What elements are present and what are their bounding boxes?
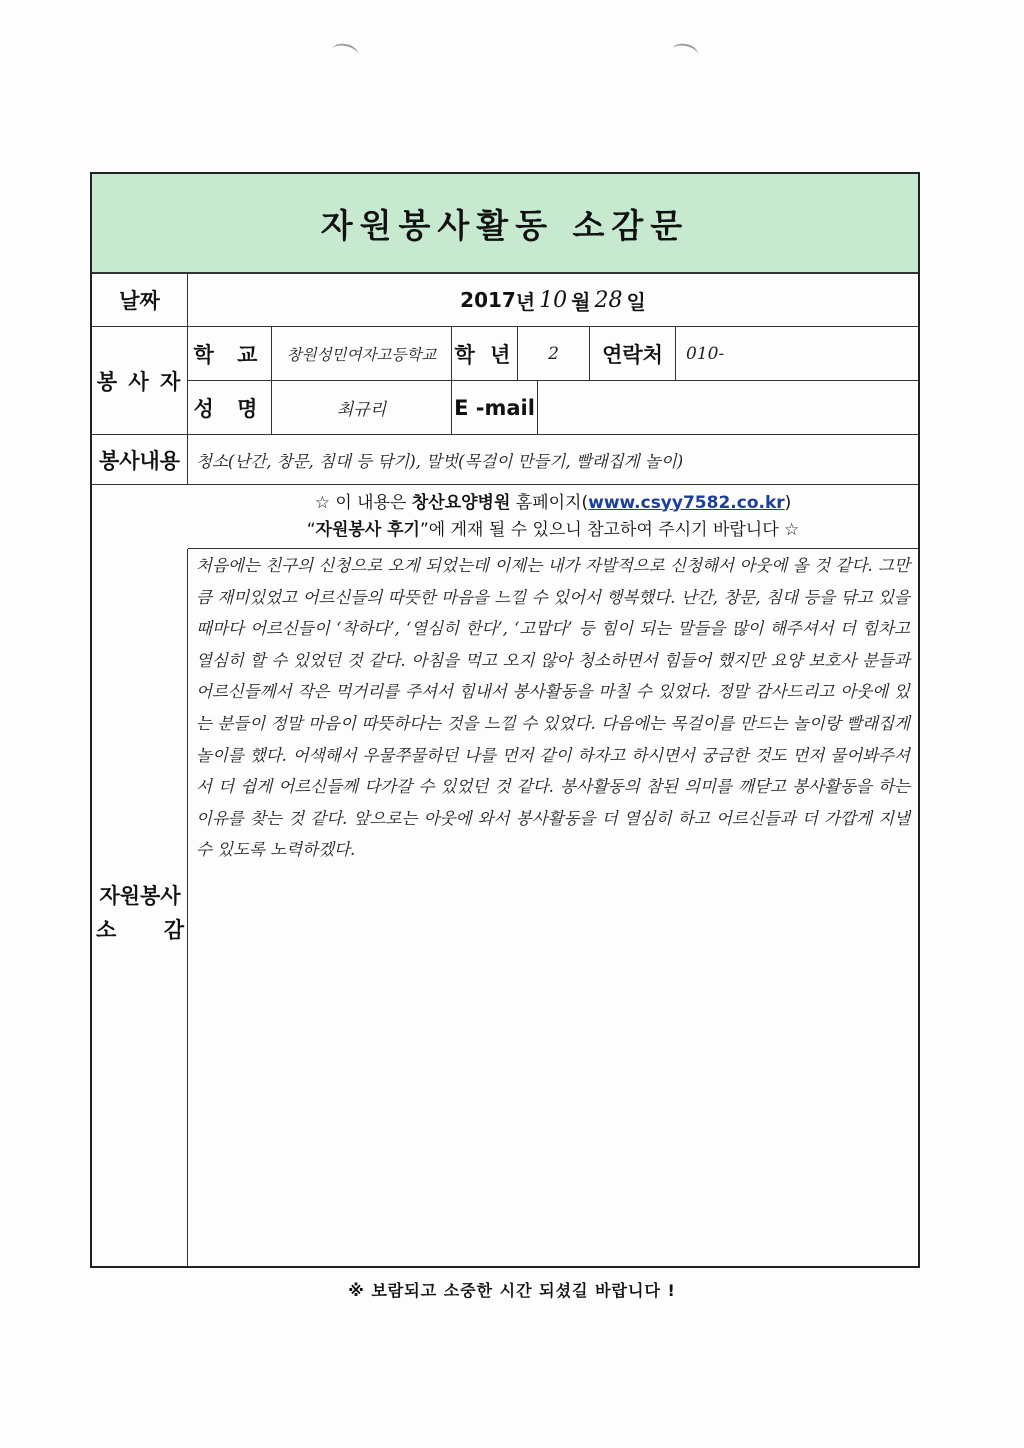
volunteer-review-form xyxy=(90,172,920,1268)
notice-prefix: ☆ 이 내용은 xyxy=(314,492,412,513)
form-title: 자원봉사활동 소감문 xyxy=(320,205,690,245)
email-value xyxy=(538,381,918,435)
date-month: 10 xyxy=(539,287,568,313)
content-value: 청소(난간, 창문, 침대 등 닦기), 말벗(목걸이 만들기, 빨래집게 놀이) xyxy=(188,435,918,485)
review-label-cell xyxy=(92,549,188,1266)
volunteer-label: 봉 사 자 xyxy=(92,327,188,435)
grade-value: 2 xyxy=(518,327,590,381)
contact-value: 010- xyxy=(676,327,918,381)
name-label: 성 명 xyxy=(188,381,272,435)
notice-line-2 xyxy=(307,517,800,544)
review-label-line-2: 소 감 xyxy=(96,918,184,942)
homepage-link[interactable]: www.csyy7582.co.kr xyxy=(588,492,785,513)
date-day-suffix: 일 xyxy=(626,289,646,314)
notice-line2-suffix: ”에 게재 될 수 있으니 참고하여 주시기 바랍니다 ☆ xyxy=(419,519,800,540)
school-label: 학 교 xyxy=(188,327,272,381)
contact-label: 연락처 xyxy=(590,327,676,381)
notice-quote-open: “ xyxy=(306,519,316,540)
notice-mid: 홈페이지( xyxy=(510,492,589,513)
notice-suffix: ) xyxy=(784,492,792,513)
date-month-suffix: 월 xyxy=(571,289,591,314)
date-label: 날짜 xyxy=(92,274,188,327)
review-board-name: 자원봉사 후기 xyxy=(315,519,420,540)
review-label-line-1: 자원봉사 xyxy=(99,884,181,908)
content-label: 봉사내용 xyxy=(92,435,188,485)
footer-message: ※ 보람되고 소중한 시간 되셨길 바랍니다 ! xyxy=(348,1281,676,1300)
email-label: E -mail xyxy=(452,381,538,435)
notice-line-1 xyxy=(307,490,800,517)
date-value xyxy=(188,274,918,327)
review-text: 처음에는 친구의 신청으로 오게 되었는데 이제는 내가 자발적으로 신청해서 아웃에 올 것 같다. 그만큼 재미있었고 어르신들의 따뜻한 마음을 느낄 수 있어서 행복했다. 난간, 창문, 침대 등을 닦고 있을 때마다 어르신들이 ‘착하다’, ‘열심히 한다’, ‘고맙다’ 등 힘이 되는 말들을 많이 해주셔서 더 힘차고 열심히 할 수 있었던 것 같다. 아침을 먹고 오지 않아 청소하면서 힘들어 했지만 요양 보호사 분들과 어르신들께서 작은 먹거리를 주셔서 힘내서 봉사활동을 마칠 수 있었다. 정말 감사드리고 아웃에 있는 분들이 정말 마음이 따뜻하다는 것을 느낄 수 있었다. 다음에는 목걸이를 만드는 놀이랑 빨래집게 놀이를 했다. 어색해서 우물쭈물하던 나를 먼저 같이 하자고 하시면서 궁금한 것도 먼저 물어봐주셔서 더 쉽게 어르신들께 다가갈 수 있었던 것 같다. 봉사활동의 참된 의미를 깨닫고 봉사활동을 하는 이유를 찾는 것 같다. 앞으로는 아웃에 와서 봉사활동을 더 열심히 하고 어르신들과 더 가깝게 지낼 수 있도록 노력하겠다. xyxy=(196,556,910,860)
date-year-suffix: 년 xyxy=(515,289,536,314)
name-value: 최규리 xyxy=(272,381,452,435)
grade-label: 학 년 xyxy=(452,327,518,381)
notice-text xyxy=(307,490,800,544)
hospital-name: 창산요양병원 xyxy=(411,492,511,513)
form-title-bar xyxy=(92,174,918,274)
date-day: 28 xyxy=(594,287,623,313)
review-label xyxy=(92,879,188,947)
notice-box xyxy=(188,485,918,549)
punch-hole-right xyxy=(671,41,700,62)
school-value: 창원성민여자고등학교 xyxy=(272,327,452,381)
date-year: 2017 xyxy=(460,288,516,312)
punch-hole-left xyxy=(331,41,360,62)
